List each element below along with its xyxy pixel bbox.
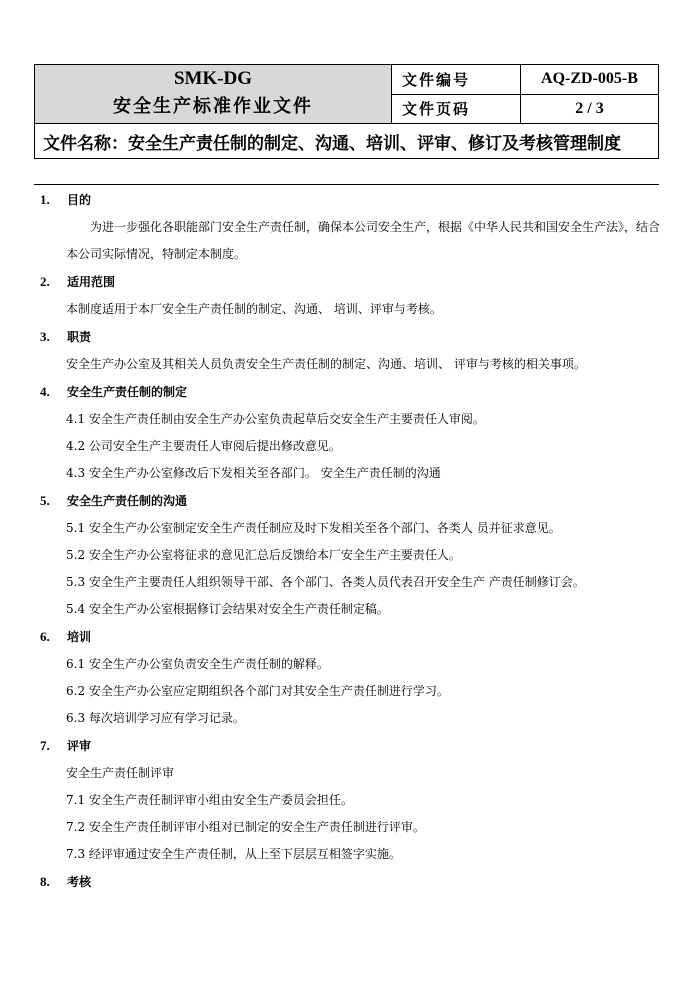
section-title: 考核 (67, 875, 92, 889)
company-code: SMK-DG (173, 68, 253, 89)
doc-number-value: AQ-ZD-005-B (521, 65, 659, 95)
document-name: 文件名称：安全生产责任制的制定、沟通、培训、评审、修订及考核管理制度 (35, 124, 659, 159)
section-number: 8. (40, 874, 50, 889)
text-line: 安全生产办公室及其相关人员负责安全生产责任制的制定、沟通、培训、 评审与考核的相关事项。 (66, 357, 586, 371)
section-heading (40, 268, 660, 296)
section-number: 3. (40, 329, 50, 344)
text-line: 4.1 安全生产责任制由安全生产办公室负责起草后交安全生产主要责任人审阅。 (66, 412, 485, 426)
text-line: 5.4 安全生产办公室根据修订会结果对安全生产责任制定稿。 (66, 602, 389, 616)
document-type-title: 安全生产标准作业文件 (113, 96, 313, 117)
section-title: 安全生产责任制的沟通 (67, 494, 188, 508)
text-line: 5.1 安全生产办公室制定安全生产责任制应及时下发相关至各个部门、各类人 员并征求意见。 (66, 521, 561, 535)
header-title-cell (35, 65, 392, 124)
section-title: 安全生产责任制的制定 (67, 385, 188, 399)
page-number-label: 文件页码 (392, 94, 521, 124)
section-heading (40, 323, 660, 351)
header-divider (34, 184, 659, 185)
section-heading (40, 732, 660, 760)
text-line: 6.2 安全生产办公室应定期组织各个部门对其安全生产责任制进行学习。 (66, 684, 449, 698)
text-line: 7.2 安全生产责任制评审小组对已制定的安全生产责任制进行评审。 (66, 820, 425, 834)
text-line: 6.1 安全生产办公室负责安全生产责任制的解释。 (66, 657, 329, 671)
section-heading (40, 378, 660, 406)
section-heading (40, 623, 660, 651)
section-heading (40, 186, 660, 214)
section-number: 2. (40, 274, 50, 289)
text-line: 5.2 安全生产办公室将征求的意见汇总后反馈给本厂安全生产主要责任人。 (66, 548, 461, 562)
text-line: 6.3 每次培训学习应有学习记录。 (66, 711, 245, 725)
page-number-value: 2 / 3 (521, 94, 659, 124)
text-line: 4.2 公司安全生产主要责任人审阅后提出修改意见。 (66, 439, 341, 453)
section-heading (40, 868, 660, 896)
section-title: 目的 (67, 193, 92, 207)
section-number: 7. (40, 738, 50, 753)
section-title: 评审 (67, 739, 92, 753)
section-number: 5. (40, 493, 50, 508)
text-line: 5.3 安全生产主要责任人组织领导干部、各个部门、各类人员代表召开安全生产 产责任制修订会。 (66, 575, 585, 589)
doc-number-label: 文件编号 (392, 65, 521, 95)
document-header (34, 64, 659, 159)
section-title: 适用范围 (67, 275, 116, 289)
section-number: 1. (40, 192, 50, 207)
text-line: 本制度适用于本厂安全生产责任制的制定、沟通、 培训、评审与考核。 (66, 302, 442, 316)
section-title: 培训 (67, 630, 92, 644)
text-line: 7.3 经评审通过安全生产责任制，从上至下层层互相签字实施。 (66, 847, 401, 861)
text-line: 安全生产责任制评审 (66, 766, 175, 780)
section-number: 6. (40, 629, 50, 644)
section-title: 职责 (67, 330, 92, 344)
text-line: 4.3 安全生产办公室修改后下发相关至各部门。 安全生产责任制的沟通 (66, 466, 441, 480)
section-number: 4. (40, 384, 50, 399)
paragraph: 为进一步强化各职能部门安全生产责任制，确保本公司安全生产，根据《中华人民共和国安全生产法》，结合本公司实际情况，特制定本制度。 (66, 220, 661, 261)
document-body (40, 186, 660, 896)
text-line: 7.1 安全生产责任制评审小组由安全生产委员会担任。 (66, 793, 353, 807)
section-heading (40, 487, 660, 515)
